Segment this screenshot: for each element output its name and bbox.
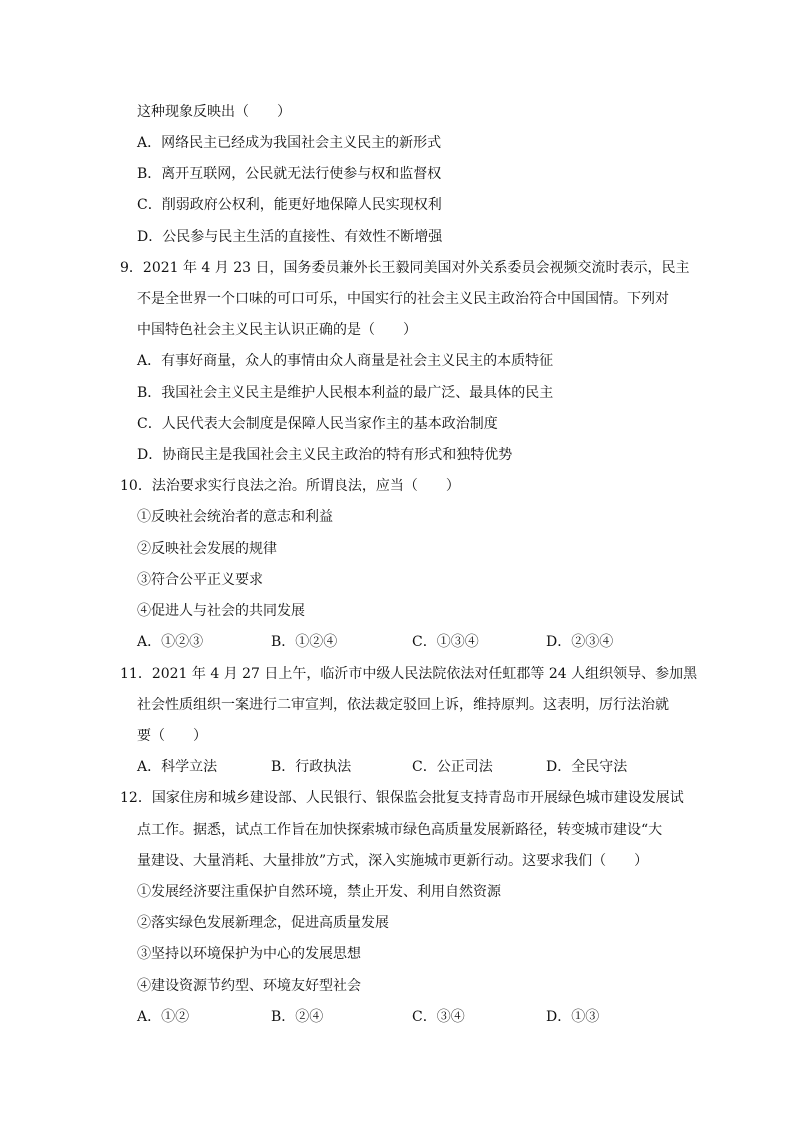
q10-item-1: ①反映社会统治者的意志和利益 — [137, 509, 333, 525]
q9-option-d: D．协商民主是我国社会主义民主政治的特有形式和独特优势 — [137, 447, 513, 463]
q10-item-2: ②反映社会发展的规律 — [137, 541, 277, 557]
q11-option-c: C．公正司法 — [412, 759, 493, 775]
q11-option-b: B．行政执法 — [271, 759, 352, 775]
q12-item-1: ①发展经济要注重保护自然环境，禁止开发、利用自然资源 — [137, 884, 501, 900]
q12-stem-line-1: 12．国家住房和城乡建设部、人民银行、银保监会批复支持青岛市开展绿色城市建设发展试 — [120, 790, 684, 806]
q10-option-b: B．①②④ — [271, 634, 338, 650]
q10-option-d: D．②③④ — [546, 634, 614, 650]
q11-option-d: D．全民守法 — [546, 759, 628, 775]
q9-option-c: C．人民代表大会制度是保障人民当家作主的基本政治制度 — [137, 416, 498, 432]
q11-stem-line-3: 要（ ） — [137, 728, 207, 744]
q10-options — [0, 632, 794, 652]
q12-item-3: ③坚持以环境保护为中心的发展思想 — [137, 946, 361, 962]
q12-option-d: D．①③ — [546, 1009, 600, 1025]
q9-stem-line-3: 中国特色社会主义民主认识正确的是（ ） — [137, 322, 417, 338]
q8-option-c: C．削弱政府公权利，能更好地保障人民实现权利 — [137, 197, 442, 213]
q12-option-c: C．③④ — [412, 1009, 465, 1025]
q10-option-c: C．①③④ — [412, 634, 479, 650]
q9-stem-line-2: 不是全世界一个口味的可口可乐，中国实行的社会主义民主政治符合中国国情。下列对 — [137, 291, 669, 307]
q12-stem-line-3: 量建设、大量消耗、大量排放”方式，深入实施城市更新行动。这要求我们（ ） — [137, 853, 649, 869]
q8-option-d: D．公民参与民主生活的直接性、有效性不断增强 — [137, 229, 443, 245]
q12-option-b: B．②④ — [271, 1009, 324, 1025]
q10-stem: 10．法治要求实行良法之治。所谓良法，应当（ ） — [120, 478, 460, 494]
q9-option-a: A．有事好商量，众人的事情由众人商量是社会主义民主的本质特征 — [137, 353, 554, 369]
q12-stem-line-2: 点工作。据悉，试点工作旨在加快探索城市绿色高质量发展新路径，转变城市建设“大 — [137, 822, 663, 838]
q12-item-4: ④建设资源节约型、环境友好型社会 — [137, 978, 361, 994]
q9-stem-line-1: 9．2021 年 4 月 23 日，国务委员兼外长王毅同美国对外关系委员会视频交流时表示，民主 — [120, 260, 690, 276]
q11-options — [0, 757, 794, 777]
q12-item-2: ②落实绿色发展新理念，促进高质量发展 — [137, 915, 389, 931]
q11-option-a: A．科学立法 — [137, 759, 218, 775]
q8-stem-tail: 这种现象反映出（ ） — [137, 104, 291, 120]
q10-item-4: ④促进人与社会的共同发展 — [137, 603, 305, 619]
q12-options — [0, 1007, 794, 1027]
q9-option-b: B．我国社会主义民主是维护人民根本利益的最广泛、最具体的民主 — [137, 385, 554, 401]
q8-option-b: B．离开互联网，公民就无法行使参与权和监督权 — [137, 166, 442, 182]
q11-stem-line-1: 11．2021 年 4 月 27 日上午，临沂市中级人民法院依法对任虹郡等 24 人组织领导、参加黑 — [120, 666, 698, 682]
q11-stem-line-2: 社会性质组织一案进行二审宣判，依法裁定驳回上诉，维持原判。这表明，厉行法治就 — [137, 697, 669, 713]
q10-item-3: ③符合公平正义要求 — [137, 572, 263, 588]
q10-option-a: A．①②③ — [137, 634, 204, 650]
q8-option-a: A．网络民主已经成为我国社会主义民主的新形式 — [137, 135, 442, 151]
q12-option-a: A．①② — [137, 1009, 190, 1025]
